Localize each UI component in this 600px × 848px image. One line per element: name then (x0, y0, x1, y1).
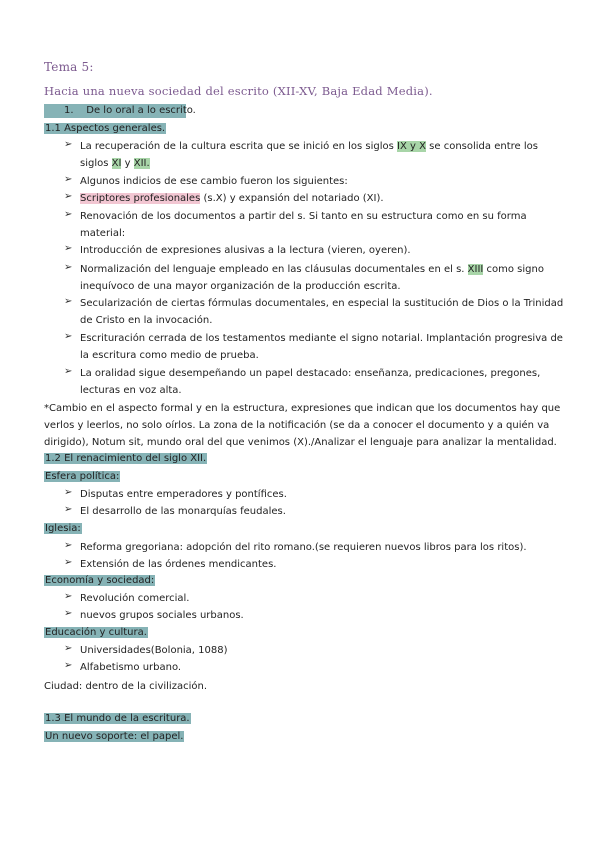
list-item: La recuperación de la cultura escrita que se inició en los siglos IX y X se consolida entre los siglos XI y XII. (80, 141, 538, 169)
arrowhead-bullet-icon: ➢ (64, 660, 73, 671)
arrowhead-bullet-icon: ➢ (64, 139, 73, 150)
list-item: Normalización del lenguaje empleado en las cláusulas documentales en el s. XIII como signo inequívoco de una mayor organización de la producción escrita. (80, 264, 544, 292)
ciudad-line: Ciudad: dentro de la civilización. (44, 681, 207, 692)
list-item: El desarrollo de las monarquías feudales. (80, 506, 286, 517)
arrowhead-bullet-icon: ➢ (64, 331, 73, 342)
topic-title: Tema 5: (44, 60, 94, 74)
group-label-educacion: Educación y cultura. (45, 627, 147, 638)
arrowhead-bullet-icon: ➢ (64, 366, 73, 377)
section-1-1-heading: 1.1 Aspectos generales. (45, 123, 166, 134)
list-item: Secularización de ciertas fórmulas documentales, en especial la sustitución de Dios o la Trinidad de Cristo en la invocación. (80, 298, 564, 326)
arrowhead-bullet-icon: ➢ (64, 296, 73, 307)
list-item: Introducción de expresiones alusivas a la lectura (vieren, oyeren). (80, 245, 411, 256)
group-label-iglesia: Iglesia: (45, 523, 81, 534)
arrowhead-bullet-icon: ➢ (64, 608, 73, 619)
list-item: Reforma gregoriana: adopción del rito romano.(se requieren nuevos libros para los ritos). (80, 542, 527, 553)
list-item: Scriptores profesionales (s.X) y expansión del notariado (XI). (80, 193, 384, 204)
list-item: Revolución comercial. (80, 593, 190, 604)
arrowhead-bullet-icon: ➢ (64, 540, 73, 551)
list-item: Escrituración cerrada de los testamentos mediante el signo notarial. Implantación progresiva de la escritura como medio de prueba. (80, 333, 563, 361)
arrowhead-bullet-icon: ➢ (64, 209, 73, 220)
list-item: nuevos grupos sociales urbanos. (80, 610, 244, 621)
arrowhead-bullet-icon: ➢ (64, 643, 73, 654)
section-1-heading (44, 104, 196, 118)
arrowhead-bullet-icon: ➢ (64, 487, 73, 498)
section-1-3-heading: 1.3 El mundo de la escritura. (45, 713, 190, 724)
section-1-3-subheading: Un nuevo soporte: el papel. (45, 731, 184, 742)
list-item: Alfabetismo urbano. (80, 662, 182, 673)
list-item: Universidades(Bolonia, 1088) (80, 645, 228, 656)
list-item: Extensión de las órdenes mendicantes. (80, 559, 277, 570)
group-label-economia: Economía y sociedad: (45, 575, 155, 586)
arrowhead-bullet-icon: ➢ (64, 262, 73, 273)
topic-subtitle: Hacia una nueva sociedad del escrito (XII-XV, Baja Edad Media). (44, 84, 433, 98)
note-paragraph: *Cambio en el aspecto formal y en la estructura, expresiones que indican que los documentos hay que verlos y leerlos, no solo oírlos. La zona de la notificación (se da a conocer el documento y a quién va dirigido), Notum sit, mundo oral del que venimos (X)./Analizar el lenguaje para analizar la mentalidad. (44, 403, 561, 448)
arrowhead-bullet-icon: ➢ (64, 191, 73, 202)
list-item: Algunos indicios de ese cambio fueron los siguientes: (80, 176, 348, 187)
arrowhead-bullet-icon: ➢ (64, 243, 73, 254)
section-1-title: De lo oral a lo escrito. (86, 105, 196, 116)
list-item: Disputas entre emperadores y pontífices. (80, 489, 287, 500)
arrowhead-bullet-icon: ➢ (64, 557, 73, 568)
arrowhead-bullet-icon: ➢ (64, 174, 73, 185)
arrowhead-bullet-icon: ➢ (64, 591, 73, 602)
group-label-politica: Esfera política: (45, 471, 120, 482)
list-item: Renovación de los documentos a partir del s. Si tanto en su estructura como en su forma material: (80, 211, 527, 239)
arrowhead-bullet-icon: ➢ (64, 504, 73, 515)
section-1-number: 1. (64, 105, 74, 116)
section-1-2-heading: 1.2 El renacimiento del siglo XII. (45, 453, 207, 464)
list-item: La oralidad sigue desempeñando un papel destacado: enseñanza, predicaciones, pregones, lecturas en voz alta. (80, 368, 541, 396)
